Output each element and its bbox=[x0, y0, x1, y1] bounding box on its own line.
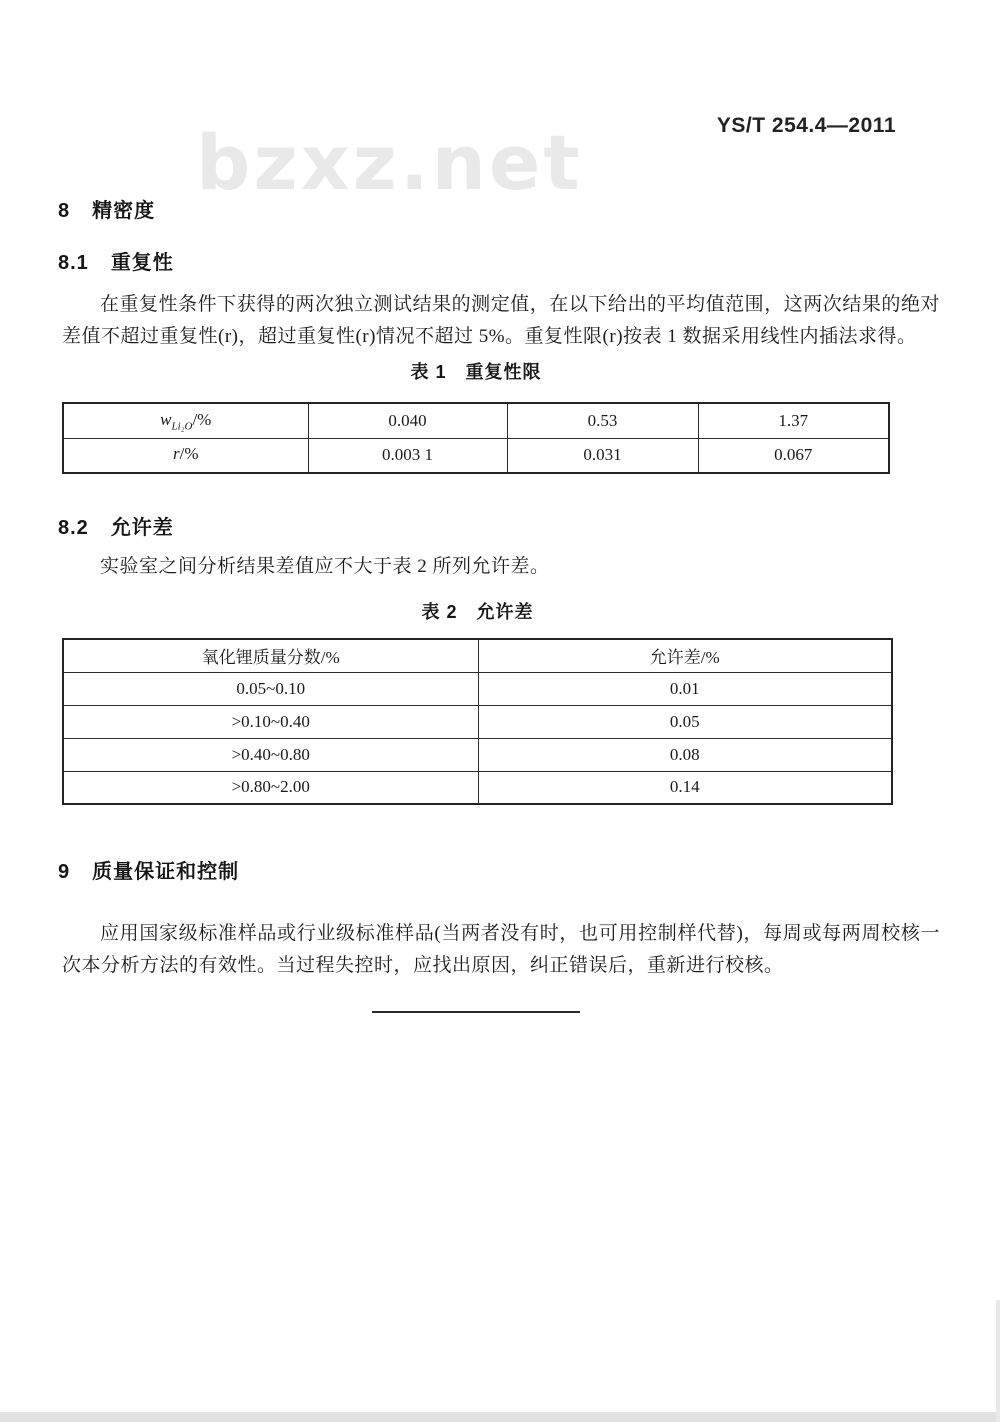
section-8-2-paragraph: 实验室之间分析结果差值应不大于表 2 所列允许差。 bbox=[100, 556, 550, 577]
table-cell: 0.067 bbox=[698, 438, 889, 473]
table-2-col-header-allowance: 允许差/% bbox=[478, 639, 892, 672]
section-8-1-paragraph: 在重复性条件下获得的两次独立测试结果的测定值，在以下给出的平均值范围，这两次结果的绝对差值不超过重复性(r)，超过重复性(r)情况不超过 5%。重复性限(r)按表 1 数据采用线性内插法求得。 bbox=[62, 294, 940, 347]
watermark-text: bzxz.net bbox=[196, 118, 583, 207]
table-row bbox=[63, 771, 892, 804]
section-8-heading bbox=[58, 194, 155, 223]
table-row bbox=[63, 403, 889, 438]
table-1-repeatability-limits bbox=[62, 402, 890, 474]
table-row bbox=[63, 738, 892, 771]
scan-right-edge bbox=[996, 1300, 1000, 1422]
table-cell: >0.10~0.40 bbox=[63, 705, 478, 738]
section-8-2-heading bbox=[58, 511, 174, 540]
symbol-r: r bbox=[172, 444, 180, 464]
section-9-paragraph: 应用国家级标准样品或行业级标准样品(当两者没有时，也可用控制样代替)，每周或每两周校核一次本分析方法的有效性。当过程失控时，应找出原因，纠正错误后，重新进行校核。 bbox=[62, 923, 940, 976]
table-2-col-header-fraction: 氧化锂质量分数/% bbox=[63, 639, 478, 672]
table-cell: 1.37 bbox=[698, 403, 889, 438]
table-1-row-label-w bbox=[63, 403, 308, 438]
table-cell: 0.05 bbox=[478, 705, 892, 738]
scan-bottom-edge bbox=[0, 1412, 1000, 1422]
table-row bbox=[63, 672, 892, 705]
table-header-row bbox=[63, 639, 892, 672]
table-cell: 0.003 1 bbox=[308, 438, 507, 473]
table-cell: 0.01 bbox=[478, 672, 892, 705]
table-cell: 0.031 bbox=[507, 438, 698, 473]
section-8-1-number: 8.1 bbox=[58, 252, 89, 274]
table-cell: 0.05~0.10 bbox=[63, 672, 478, 705]
table-cell: >0.40~0.80 bbox=[63, 738, 478, 771]
section-8-1-heading bbox=[58, 246, 174, 275]
section-8-title: 精密度 bbox=[92, 200, 156, 222]
section-9-heading bbox=[58, 855, 239, 884]
table-cell: 0.53 bbox=[507, 403, 698, 438]
section-8-2-number: 8.2 bbox=[58, 517, 89, 539]
table-row bbox=[63, 438, 889, 473]
symbol-r-unit: /% bbox=[179, 444, 199, 464]
table-cell: 0.14 bbox=[478, 771, 892, 804]
table-cell: 0.08 bbox=[478, 738, 892, 771]
table-2-permissible-differences bbox=[62, 638, 893, 805]
symbol-w: w bbox=[160, 409, 172, 429]
table-row bbox=[63, 705, 892, 738]
section-8-number: 8 bbox=[58, 200, 71, 222]
end-of-text-rule bbox=[372, 1011, 580, 1013]
section-9-number: 9 bbox=[58, 861, 71, 883]
table-1-row-label-r bbox=[63, 438, 308, 473]
section-8-2-title: 允许差 bbox=[110, 517, 174, 539]
table-2-caption: 表 2 允许差 bbox=[421, 602, 534, 622]
section-9-title: 质量保证和控制 bbox=[92, 861, 240, 883]
section-8-1-title: 重复性 bbox=[110, 252, 174, 274]
table-cell: 0.040 bbox=[308, 403, 507, 438]
standard-number: YS/T 254.4—2011 bbox=[716, 114, 896, 137]
table-cell: >0.80~2.00 bbox=[63, 771, 478, 804]
symbol-w-subscript: Li₂O bbox=[171, 419, 193, 432]
table-1-caption: 表 1 重复性限 bbox=[410, 362, 542, 382]
symbol-w-unit: /% bbox=[192, 409, 212, 429]
